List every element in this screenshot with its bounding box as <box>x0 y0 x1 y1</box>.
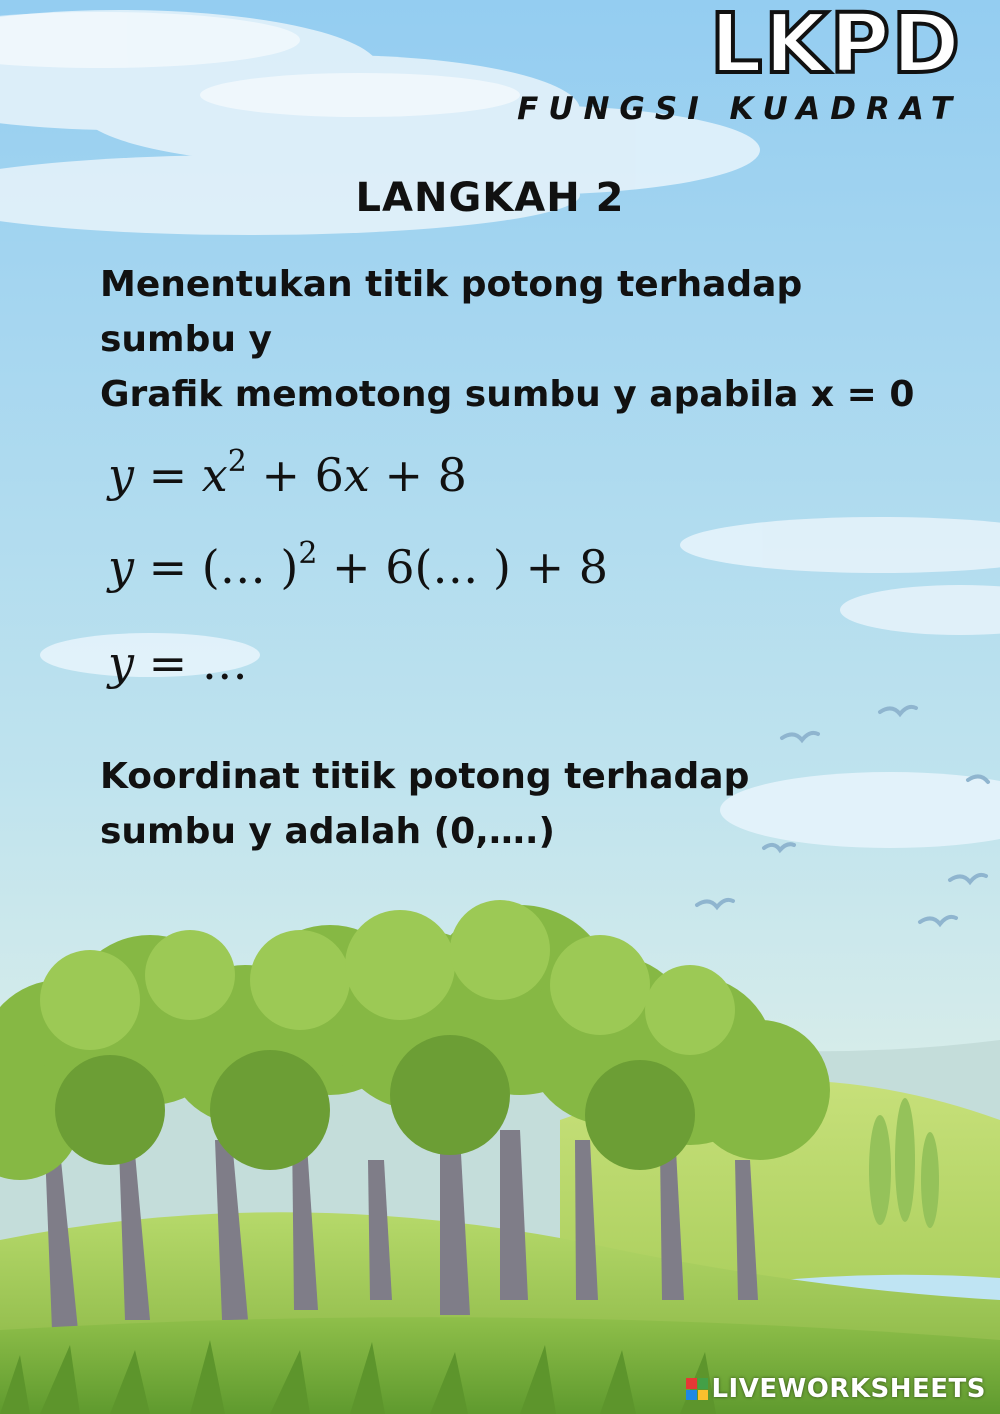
lkpd-title: LKPD <box>710 0 962 92</box>
watermark-text: LIVEWORKSHEETS <box>711 1374 986 1404</box>
equation-1 <box>108 444 467 502</box>
eq1-rest: + 6 <box>246 448 344 502</box>
eq1-lhs: y <box>108 448 134 502</box>
eq1-var: x <box>201 448 228 502</box>
logo-square-3 <box>686 1390 697 1401</box>
logo-square-2 <box>698 1378 709 1389</box>
eq1-exponent: 2 <box>227 444 247 479</box>
conclusion-line-2: sumbu y adalah (0,….) <box>100 811 555 852</box>
eq2-exponent: 2 <box>298 536 318 571</box>
step-title: LANGKAH 2 <box>355 175 625 221</box>
liveworksheets-logo-icon <box>686 1378 708 1400</box>
topic-subtitle: FUNGSI KUADRAT <box>517 91 962 127</box>
equation-2 <box>108 536 609 594</box>
conclusion-text <box>100 749 970 859</box>
instruction-line-3: Grafik memotong sumbu y apabila x = 0 <box>100 374 915 415</box>
logo-square-1 <box>686 1378 697 1389</box>
eq1-equals: = <box>134 448 202 502</box>
eq3-equals: = <box>134 636 202 690</box>
eq3-answer-blank[interactable]: … <box>201 636 248 690</box>
eq2-lhs: y <box>108 540 134 594</box>
instruction-line-2: sumbu y <box>100 319 272 360</box>
instruction-line-1: Menentukan titik potong terhadap <box>100 264 803 305</box>
logo-square-4 <box>698 1390 709 1401</box>
eq3-lhs: y <box>108 636 134 690</box>
conclusion-line-1: Koordinat titik potong terhadap <box>100 756 750 797</box>
eq2-body: = (… ) <box>134 540 299 594</box>
liveworksheets-watermark <box>686 1372 986 1406</box>
eq2-tail: + 6(… ) + 8 <box>317 540 609 594</box>
eq1-tail: + 8 <box>369 448 467 502</box>
eq1-var2: x <box>343 448 370 502</box>
instruction-text <box>100 257 970 422</box>
equation-3 <box>108 636 248 690</box>
